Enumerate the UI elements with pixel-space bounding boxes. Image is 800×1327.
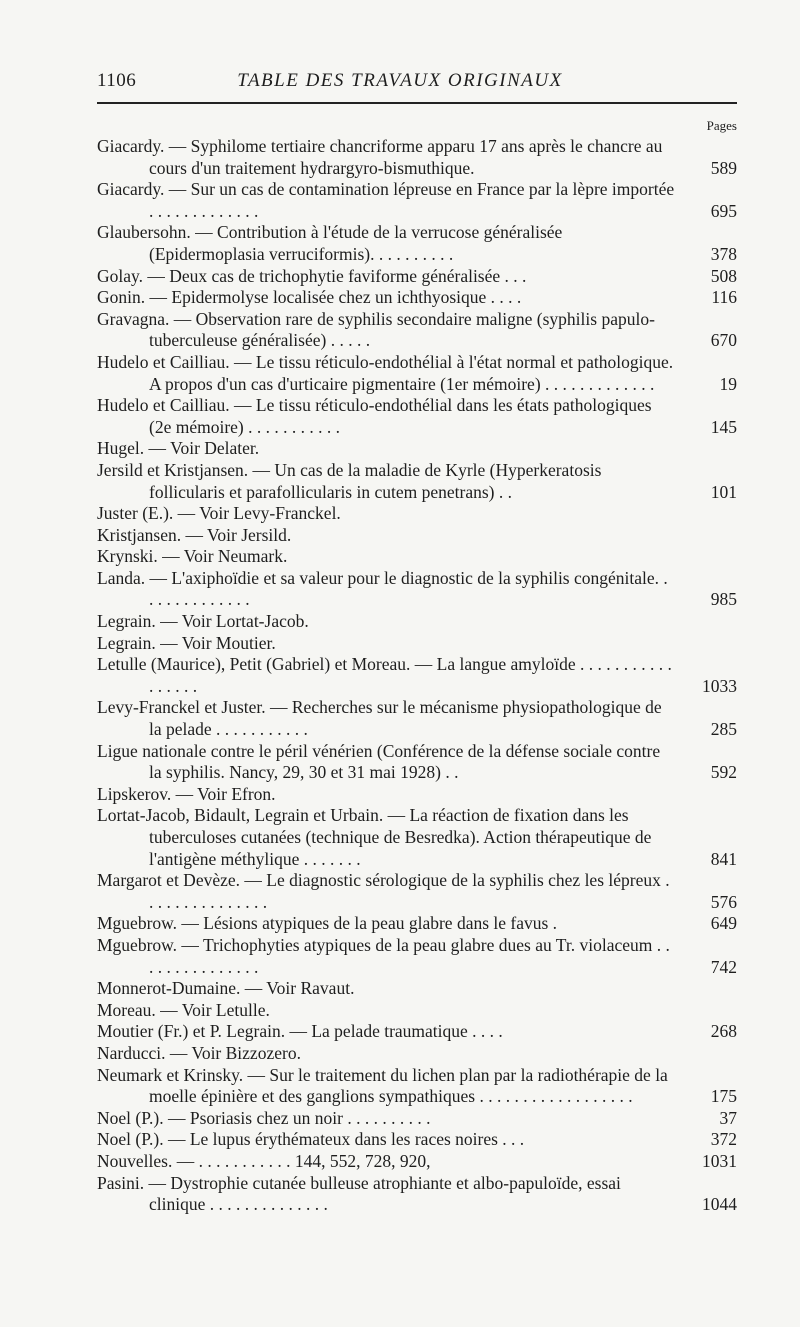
entry-text: Legrain. — Voir Lortat-Jacob. (97, 611, 309, 632)
entry-text: Monnerot-Dumaine. — Voir Ravaut. (97, 978, 355, 999)
index-entry (97, 913, 737, 935)
entry-page: 592 (710, 762, 737, 783)
index-entry (97, 525, 737, 547)
entry-page: 508 (710, 265, 737, 286)
index-entry (97, 654, 737, 697)
entry-text: Lipskerov. — Voir Efron. (97, 783, 276, 804)
entry-text: Glaubersohn. — Contribution à l'étude de la verrucose généralisée (Epidermoplasia verruciformis). . . . . . . . . . (97, 222, 563, 264)
index-entry (97, 222, 737, 265)
index-entry (97, 978, 737, 1000)
index-entry (97, 503, 737, 525)
entry-page: 1031 (702, 1150, 737, 1171)
pages-column-label: Pages (706, 118, 737, 133)
index-entry (97, 136, 737, 179)
index-entry (97, 352, 737, 395)
entry-page: 742 (710, 956, 737, 977)
entry-page: 175 (710, 1086, 737, 1107)
index-entry (97, 546, 737, 568)
index-entry (97, 179, 737, 222)
entry-page: 985 (710, 589, 737, 610)
index-entry (97, 741, 737, 784)
entry-page: 101 (710, 481, 737, 502)
index-entry (97, 287, 737, 309)
index-entry (97, 1129, 737, 1151)
entry-text: Legrain. — Voir Moutier. (97, 632, 276, 653)
running-title: TABLE DES TRAVAUX ORIGINAUX (237, 70, 563, 91)
entry-text: Jersild et Kristjansen. — Un cas de la maladie de Kyrle (Hyperkeratosis follicularis et parafollicularis in cutem penetrans) . . (97, 459, 602, 502)
entry-text: Golay. — Deux cas de trichophytie faviforme généralisée . . . (97, 265, 527, 286)
entry-page: 37 (719, 1107, 737, 1128)
index-entry (97, 1108, 737, 1130)
index-entry (97, 438, 737, 460)
entry-page: 145 (710, 416, 737, 437)
entry-text: Hudelo et Cailliau. — Le tissu réticulo-endothélial dans les états pathologiques (2e mémoire) . . . . . . . . . . . (97, 395, 652, 437)
index-entry (97, 1000, 737, 1022)
entry-text: Letulle (Maurice), Petit (Gabriel) et Moreau. — La langue amyloïde . . . . . . . . . . . . . . . . . (97, 654, 672, 696)
entry-text: Hugel. — Voir Delater. (97, 438, 260, 459)
entry-page: 268 (710, 1021, 737, 1042)
entry-text: Kristjansen. — Voir Jersild. (97, 524, 292, 545)
entry-page: 19 (719, 373, 737, 394)
index-entry (97, 1021, 737, 1043)
entry-text: Moreau. — Voir Letulle. (97, 999, 270, 1020)
entry-text: Gonin. — Epidermolyse localisée chez un ichthyosique . . . . (97, 287, 522, 308)
entry-page: 670 (710, 330, 737, 351)
entry-page: 841 (710, 848, 737, 869)
index-entry (97, 611, 737, 633)
entry-text: Pasini. — Dystrophie cutanée bulleuse atrophiante et albo-papuloïde, essai clinique . . . . . . . . . . . . . . (97, 1172, 621, 1215)
index-entry (97, 1173, 737, 1216)
index-entry (97, 460, 737, 503)
entry-text: Giacardy. — Syphilome tertiaire chancriforme apparu 17 ans après le chancre au cours d'un traitement hydrargyro-bismuthique. (97, 136, 663, 178)
index-entry (97, 309, 737, 352)
entry-page: 116 (711, 287, 737, 308)
entry-text: Moutier (Fr.) et P. Legrain. — La pelade traumatique . . . . (97, 1021, 503, 1042)
entry-text: Neumark et Krinsky. — Sur le traitement du lichen plan par la radiothérapie de la moelle épinière et des ganglions sympathiques . . . . . . . . . . . . . . . . . . (97, 1064, 668, 1107)
index-entry (97, 1151, 737, 1173)
index-entry (97, 784, 737, 806)
entry-page: 285 (710, 719, 737, 740)
index-entry (97, 1043, 737, 1065)
entry-page: 576 (710, 891, 737, 912)
entry-text: Mguebrow. — Lésions atypiques de la peau glabre dans le favus . (97, 913, 558, 934)
entry-text: Juster (E.). — Voir Levy-Franckel. (97, 503, 341, 524)
index-entry (97, 395, 737, 438)
entry-text: Noel (P.). — Le lupus érythémateux dans les races noires . . . (97, 1129, 525, 1150)
index-entry (97, 266, 737, 288)
index-entry (97, 805, 737, 870)
entry-text: Nouvelles. — . . . . . . . . . . . 144, 552, 728, 920, (97, 1150, 431, 1171)
entry-page: 695 (710, 200, 737, 221)
header-rule (97, 102, 737, 104)
index-entry (97, 633, 737, 655)
page-number: 1106 (97, 70, 137, 91)
entry-page: 378 (710, 243, 737, 264)
index-entries (97, 136, 737, 1216)
entry-text: Giacardy. — Sur un cas de contamination lépreuse en France par la lèpre importée . . . . . . . . . . . . . (97, 179, 675, 221)
index-entry (97, 935, 737, 978)
entry-page: 649 (710, 913, 737, 934)
entry-page: 589 (710, 157, 737, 178)
entry-page: 1044 (702, 1194, 737, 1215)
entry-page: 1033 (702, 675, 737, 696)
entry-text: Hudelo et Cailliau. — Le tissu réticulo-endothélial à l'état normal et pathologique. A propos d'un cas d'urticaire pigmentaire (1er mémoire) . . . . . . . . . . . . . (97, 351, 674, 394)
entry-text: Narducci. — Voir Bizzozero. (97, 1042, 301, 1063)
entry-text: Noel (P.). — Psoriasis chez un noir . . . . . . . . . . (97, 1107, 431, 1128)
index-entry (97, 870, 737, 913)
entry-text: Mguebrow. — Trichophyties atypiques de la peau glabre dues au Tr. violaceum . . . . . . . . . . . . . . . (97, 934, 670, 977)
entry-text: Margarot et Devèze. — Le diagnostic sérologique de la syphilis chez les lépreux . . . . . . . . . . . . . . . (97, 870, 670, 912)
entry-text: Krynski. — Voir Neumark. (97, 546, 288, 567)
entry-text: Lortat-Jacob, Bidault, Legrain et Urbain. — La réaction de fixation dans les tuberculoses cutanées (technique de Besredka). Action thérapeutique de l'antigène méthylique . . . . . . . (97, 805, 652, 869)
entry-text: Levy-Franckel et Juster. — Recherches sur le mécanisme physiopathologique de la pelade . . . . . . . . . . . (97, 697, 662, 740)
index-entry (97, 568, 737, 611)
index-entry (97, 1065, 737, 1108)
index-entry (97, 697, 737, 740)
entry-text: Gravagna. — Observation rare de syphilis secondaire maligne (syphilis papulo-tuberculeuse généralisée) . . . . . (97, 308, 655, 351)
entry-text: Landa. — L'axiphoïdie et sa valeur pour le diagnostic de la syphilis congénitale. . . . . . . . . . . . . . (97, 567, 668, 610)
entry-page: 372 (710, 1129, 737, 1150)
entry-text: Ligue nationale contre le péril vénérien (Conférence de la défense sociale contre la syphilis. Nancy, 29, 30 et 31 mai 1928) . . (97, 740, 661, 783)
